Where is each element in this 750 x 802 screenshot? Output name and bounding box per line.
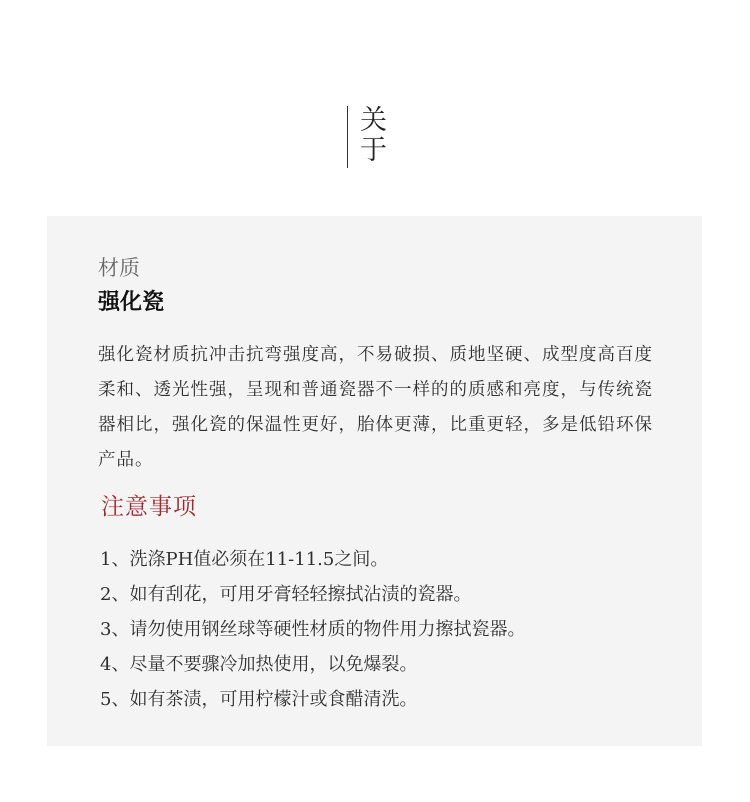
- material-label: 材质: [98, 256, 140, 280]
- list-item: 5、如有茶渍，可用柠檬汁或食醋清洗。: [100, 689, 418, 710]
- heading-block: [347, 106, 390, 168]
- notes-list: [100, 542, 525, 717]
- list-item: 1、洗涤PH值必须在11-11.5之间。: [100, 549, 389, 570]
- material-value: 强化瓷: [98, 290, 165, 315]
- list-item: 2、如有刮花，可用牙膏轻轻擦拭沾渍的瓷器。: [100, 584, 472, 605]
- material-description: 强化瓷材质抗冲击抗弯强度高，不易破损、质地坚硬、成型度高百度柔和、透光性强，呈现和普通瓷器不一样的的质感和亮度，与传统瓷器相比，强化瓷的保温性更好，胎体更薄，比重更轻，多是低铅环保产品。: [98, 345, 653, 470]
- list-item: 3、请勿使用钢丝球等硬性材质的物件用力擦拭瓷器。: [100, 619, 526, 640]
- list-item: 4、尽量不要骤冷加热使用，以免爆裂。: [100, 654, 418, 675]
- info-panel: [47, 216, 702, 746]
- heading-divider: [347, 106, 348, 168]
- page-title: 关于: [360, 105, 387, 166]
- notes-title: 注意事项: [101, 494, 197, 520]
